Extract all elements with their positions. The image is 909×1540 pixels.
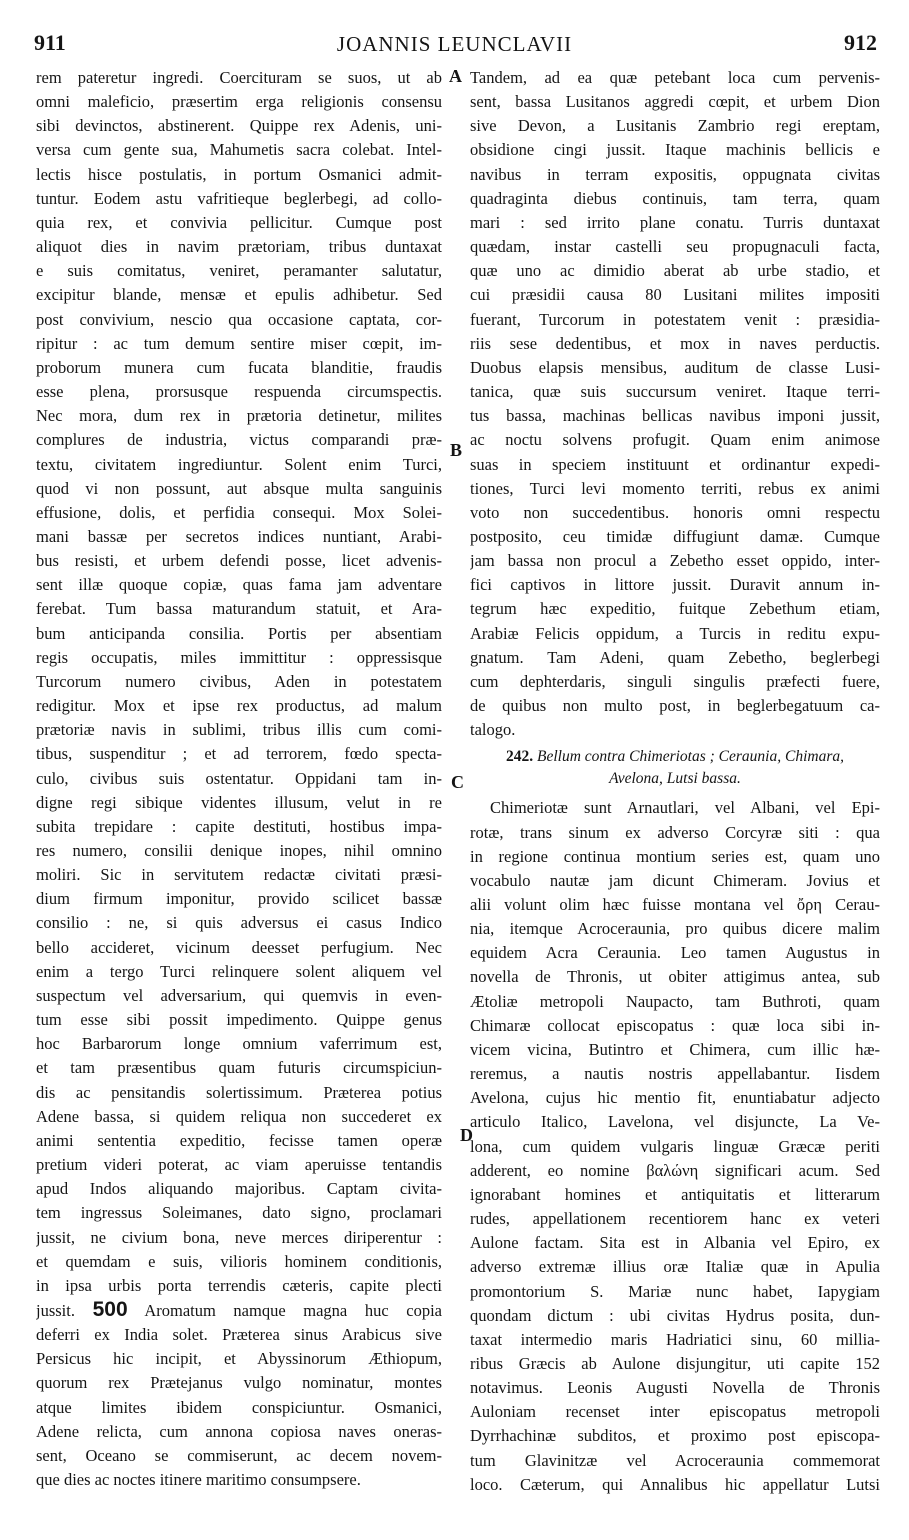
- text-line: hoc Barbarorum longe omnium vaferrimum est,: [36, 1034, 442, 1054]
- text-line: taxat intermedio maris Hadriatici sinu, 60 millia-: [470, 1329, 880, 1349]
- text-line: suas in speciem instituunt et ordinantur expedi-: [470, 454, 880, 474]
- text-line: Tandem, ad ea quæ petebant loca cum pervenis-: [470, 68, 880, 87]
- page-number-left: 911: [34, 30, 66, 55]
- text-line: quod vi non possunt, aut absque multa sanguinis: [36, 478, 442, 498]
- text-line: Nec mora, dum rex in prætoria detinetur, milites: [36, 406, 442, 426]
- text-line: promontorium S. Mariæ nunc habet, Iapygiam: [470, 1281, 880, 1301]
- text-line: tiones, Turci levi momento territi, rebus ex animi: [470, 478, 880, 498]
- text-line: aliquot dies in navim prætoriam, tribus duntaxat: [36, 237, 442, 257]
- text-line: tuntur. Eodem astu vafritieque beglerbegi, ad collo-: [36, 188, 442, 208]
- text-line: digne regi sibique videntes illusum, velut in re: [36, 792, 442, 812]
- margin-marker-c: C: [451, 772, 464, 792]
- text-line: proborum munera cum fucata blanditie, fraudis: [36, 357, 442, 377]
- text-line: notavimus. Leonis Augusti Novella de Thronis: [470, 1378, 880, 1398]
- text-line: vicem vicina, Butintro et Chimera, cum illic hæ-: [470, 1039, 880, 1059]
- text-line: atque limites ibidem conspiciuntur. Osmanici,: [36, 1397, 442, 1417]
- text-line: que dies ac noctes itinere maritimo consumpsere.: [36, 1470, 361, 1490]
- left-column: [36, 66, 442, 1530]
- text-line: navibus in terram expositis, oppugnata civitas: [470, 164, 880, 184]
- text-line: alii volunt olim hæc fuisse montana vel ὄρη Cerau-: [470, 895, 880, 914]
- text-line: apud Indos aliquando majoribus. Captam civita-: [36, 1179, 442, 1199]
- text-line: novella de Thronis, ut obiter attigimus antea, sub: [470, 967, 880, 987]
- text-line: sibi devinctos, abstinerent. Quippe rex Adenis, uni-: [36, 116, 442, 136]
- text-line-start: jussit.: [36, 1300, 75, 1320]
- text-line: ac noctu solvens profugit. Quam enim animose: [470, 430, 880, 450]
- text-line: quondam dictum : ubi civitas Hydrus posita, dun-: [470, 1305, 880, 1325]
- text-line: Duobus elapsis mensibus, auditum de classe Lusi-: [470, 357, 880, 377]
- text-line: Adene relicta, cum annona copiosa naves oneras-: [36, 1421, 442, 1441]
- text-line: sent illæ quoque copiæ, quas fama jam adventare: [36, 575, 442, 595]
- text-line: e suis comitatus, veniret, peramanter salutatur,: [36, 261, 442, 281]
- text-line: excipitur blande, mensæ et epulis adhibetur. Sed: [36, 285, 442, 305]
- text-line: tum esse sibi possit impedimento. Quippe genus: [36, 1010, 442, 1030]
- text-line: loco. Cæterum, qui Annalibus hic appellatur Lutsi: [470, 1474, 880, 1494]
- text-line: rudes, appellationem recentiorem hanc ex veteri: [470, 1209, 880, 1229]
- text-line: regis occupatis, miles immittitur : oppressisque: [36, 647, 442, 667]
- text-line: post convivium, nescio qua occasione captata, cor-: [36, 309, 442, 329]
- margin-marker-b: B: [450, 440, 463, 460]
- section-heading: [470, 746, 880, 790]
- text-line: sent, bassa Lusitanos aggredi cœpit, et urbem Dion: [470, 92, 880, 112]
- text-line: Turcorum numero civibus, Aden in potestatem: [36, 671, 442, 691]
- text-line: lectis hisce postulatis, in portum Osmanici admit-: [36, 164, 442, 184]
- page-number-right: 912: [844, 30, 877, 55]
- text-line: jussit, ne civium bona, neve merces diriperentur :: [36, 1227, 442, 1247]
- text-line: redigitur. Mox et ipse rex productus, ad malum: [36, 696, 442, 716]
- text-line: culo, civibus suis ostentatur. Oppidani tam in-: [36, 768, 442, 788]
- section-title-line-1: Bellum contra Chimeriotas ; Ceraunia, Chimara,: [537, 748, 844, 766]
- text-line: cui præsidii causa 80 Lusitani milites impositi: [470, 285, 880, 305]
- text-line: equidem Acra Ceraunia. Leo tamen Augustus in: [470, 943, 880, 963]
- text-line: quæ uno ac dimidio aberat ab urbe stadio, et: [470, 261, 880, 281]
- text-line: mani bassæ per secretos indices nuntiant, Arabi-: [36, 526, 442, 546]
- text-line: talogo.: [470, 720, 516, 740]
- text-line: prætoriæ navis in sublimi, tribus illis cum comi-: [36, 720, 442, 740]
- text-line: mari : sed irrito plane conatu. Turris duntaxat: [470, 212, 880, 232]
- text-line: Chimeriotæ sunt Arnautlari, vel Albani, vel Epi-: [490, 798, 880, 818]
- text-line: Persicus hic incipit, et Abyssinorum Æthiopum,: [36, 1349, 442, 1369]
- text-line: ferebat. Tum bassa maturandum statuit, et Ara-: [36, 599, 442, 619]
- margin-marker-a: A: [449, 66, 462, 86]
- text-line: quorum rex Prætejanus vulgo nominatur, montes: [36, 1373, 442, 1393]
- text-line: obsidione cingi jussit. Itaque machinis bellicis e: [470, 140, 880, 160]
- text-line: bum anticipanda consilia. Portis per absentiam: [36, 623, 442, 643]
- text-line: consilio : ne, si quis adversus ei casus Indico: [36, 913, 442, 933]
- text-line: moliri. Sic in servitutem redactæ civitati præsi-: [36, 865, 442, 885]
- text-line: ribus Græcis ab Aulone disjungitur, uti capite 152: [470, 1353, 880, 1373]
- text-line: versa cum gente sua, Mahumetis sacra colebat. Intel-: [36, 140, 442, 160]
- text-line: effusione, dolis, et perfidia consequi. Mox Solei-: [36, 502, 442, 522]
- section-number: 242.: [506, 748, 534, 766]
- text-line: cum dephterdaris, singuli singulis præfecti fuere,: [470, 671, 880, 691]
- text-line: et quemdam e suis, vilioris hominem conditionis,: [36, 1251, 442, 1271]
- text-line: dis ac pensitandis solertissimum. Præterea potius: [36, 1082, 442, 1102]
- text-line: tus bassa, machinas bellicas navibus imponi jussit,: [470, 406, 880, 426]
- text-line: rem pateretur ingredi. Coercituram se suos, ut ab: [36, 68, 442, 87]
- text-line: gnatum. Tam Adeni, quam Zebetho, beglerbegi: [470, 647, 880, 667]
- running-title: JOANNIS LEUNCLAVII: [336, 32, 573, 56]
- text-line: Aulone factam. Sita est in Albania vel Epiro, ex: [470, 1233, 880, 1253]
- text-line: subita trepidare : capite destituti, hostibus impa-: [36, 816, 442, 836]
- text-line: rotæ, trans sinum ex adverso Corcyræ siti : qua: [470, 822, 880, 842]
- text-line: adderent, eo nomine βαλώνη significari acum. Sed: [470, 1160, 880, 1180]
- text-line: res numero, consilii denique inopes, nihil omnino: [36, 841, 442, 860]
- text-line: Ætoliæ metropoli Naupacto, tam Buthroti, quam: [470, 991, 880, 1011]
- section-title-line-2: Avelona, Lutsi bassa.: [609, 770, 741, 788]
- right-column-part-1: [470, 66, 880, 742]
- text-line: suspectum vel adversarium, qui quemvis in even-: [36, 985, 442, 1005]
- right-column-part-2: [470, 796, 880, 1497]
- text-line: quadraginta diebus continuis, tam terra, quam: [470, 188, 880, 208]
- text-line: textu, civitatem ingrediuntur. Solent enim Turci,: [36, 454, 442, 474]
- text-line: bus resisti, et urbem defendi posse, licet advenis-: [36, 551, 442, 571]
- text-line: vocabulo nautæ jam dicunt Chimeram. Jovius et: [470, 870, 880, 890]
- text-line: ripitur : ac tum demum sentire miser cœpit, im-: [36, 333, 442, 353]
- text-line: ignorabant homines et antiquitatis et litterarum: [470, 1184, 880, 1204]
- text-line: Adene bassa, si quidem reliqua non succederet ex: [36, 1106, 442, 1126]
- text-line: adverso extremæ illius oræ Italiæ quæ in Apulia: [470, 1257, 880, 1277]
- text-line: fici captivos in littore jussit. Duravit annum in-: [470, 575, 880, 595]
- text-line: riis sese dedentibus, et mox in naves perductis.: [470, 333, 880, 353]
- text-line: dium firmum imponitur, provido scilicet bassæ: [36, 889, 442, 909]
- text-line: tum Glavinitzæ vel Acroceraunia commemorat: [470, 1450, 880, 1470]
- text-line: jam bassa non procul a Zebetho esset oppido, inter-: [470, 551, 880, 571]
- text-line: Dyrrhachinæ subditos, et proximo post episcopa-: [470, 1426, 880, 1446]
- text-line: nia, itemque Acroceraunia, pro quibus dicere malim: [470, 919, 880, 939]
- text-line: animi sententia expeditio, fecisse tamen operæ: [36, 1130, 442, 1150]
- page-header: [0, 30, 909, 64]
- text-line: deferri ex India solet. Præterea sinus Arabicus sive: [36, 1325, 442, 1345]
- text-line: sive Devon, a Lusitanis Zambrio regi ereptam,: [470, 116, 880, 136]
- text-line: de quibus non multo post, in beglerbegatuum ca-: [470, 696, 880, 716]
- margin-marker-d: D: [460, 1125, 473, 1145]
- text-line: omni maleficio, præsertim erga religionis consensu: [36, 92, 442, 112]
- right-column: [470, 66, 880, 1530]
- text-line: complures de industria, victus comparandi præ-: [36, 430, 442, 450]
- text-line: in regione continua montium series est, quam uno: [470, 846, 880, 866]
- text-line: tanica, quæ suis succursum veniret. Itaque terri-: [470, 382, 880, 402]
- text-line: tegrum hæc expeditio, fuitque Zebethum etiam,: [470, 599, 880, 619]
- text-line: [36, 1298, 442, 1323]
- text-line: Chimaræ collocat episcopatus : quæ loca sibi in-: [470, 1015, 880, 1035]
- text-line: voto non succedentibus. honoris omni respectu: [470, 502, 880, 522]
- text-line: esse plena, prorsusque respuenda circumspectis.: [36, 382, 442, 402]
- text-line: quia rex, et convivia pellicitur. Cumque post: [36, 212, 442, 232]
- text-line: reremus, a nautis nostris appellabantur. Iisdem: [470, 1064, 880, 1084]
- text-line: lona, cum quidem vulgaris linguæ Græcæ periti: [470, 1136, 880, 1156]
- text-line: et tam præsentibus quam futuris circumspiciun-: [36, 1058, 442, 1078]
- text-line: in ipsa urbis porta terrendis cæteris, capite plecti: [36, 1275, 442, 1295]
- note-number: 500: [92, 1297, 128, 1321]
- text-line: sent, Oceano se commiserunt, ac decem novem-: [36, 1445, 442, 1465]
- text-line: enim a tergo Turci relinquere solent aliquem vel: [36, 961, 442, 981]
- text-line: fuerant, Turcorum in potestatem venit : præsidia-: [470, 309, 880, 329]
- text-line: quædam, instar castelli seu propugnaculi facta,: [470, 237, 880, 257]
- text-line: Auloniam recenset inter episcopatus metropoli: [470, 1402, 880, 1422]
- text-line: Arabiæ Felicis oppidum, a Turcis in reditu expu-: [470, 623, 880, 643]
- text-line: pretium videri poterat, ac viam aperuisse tentandis: [36, 1155, 442, 1175]
- text-line: bello accideret, vicinum deesset perfugium. Nec: [36, 937, 442, 957]
- text-line-continuation: Aromatum namque magna huc copia: [144, 1300, 442, 1320]
- text-line: Avelona, cujus hic mentio fit, enuntiabatur adjecto: [470, 1088, 880, 1108]
- text-line: tem ingressus Soleimanes, dato signo, proclamari: [36, 1203, 442, 1223]
- text-line: articulo Italico, Lavelona, vel disjuncte, La Ve-: [470, 1112, 880, 1132]
- text-line: tibus, suspenditur ; et ad terrorem, fœdo specta-: [36, 744, 442, 764]
- text-line: postposito, ceu timidæ diffugiunt damæ. Cumque: [470, 526, 880, 546]
